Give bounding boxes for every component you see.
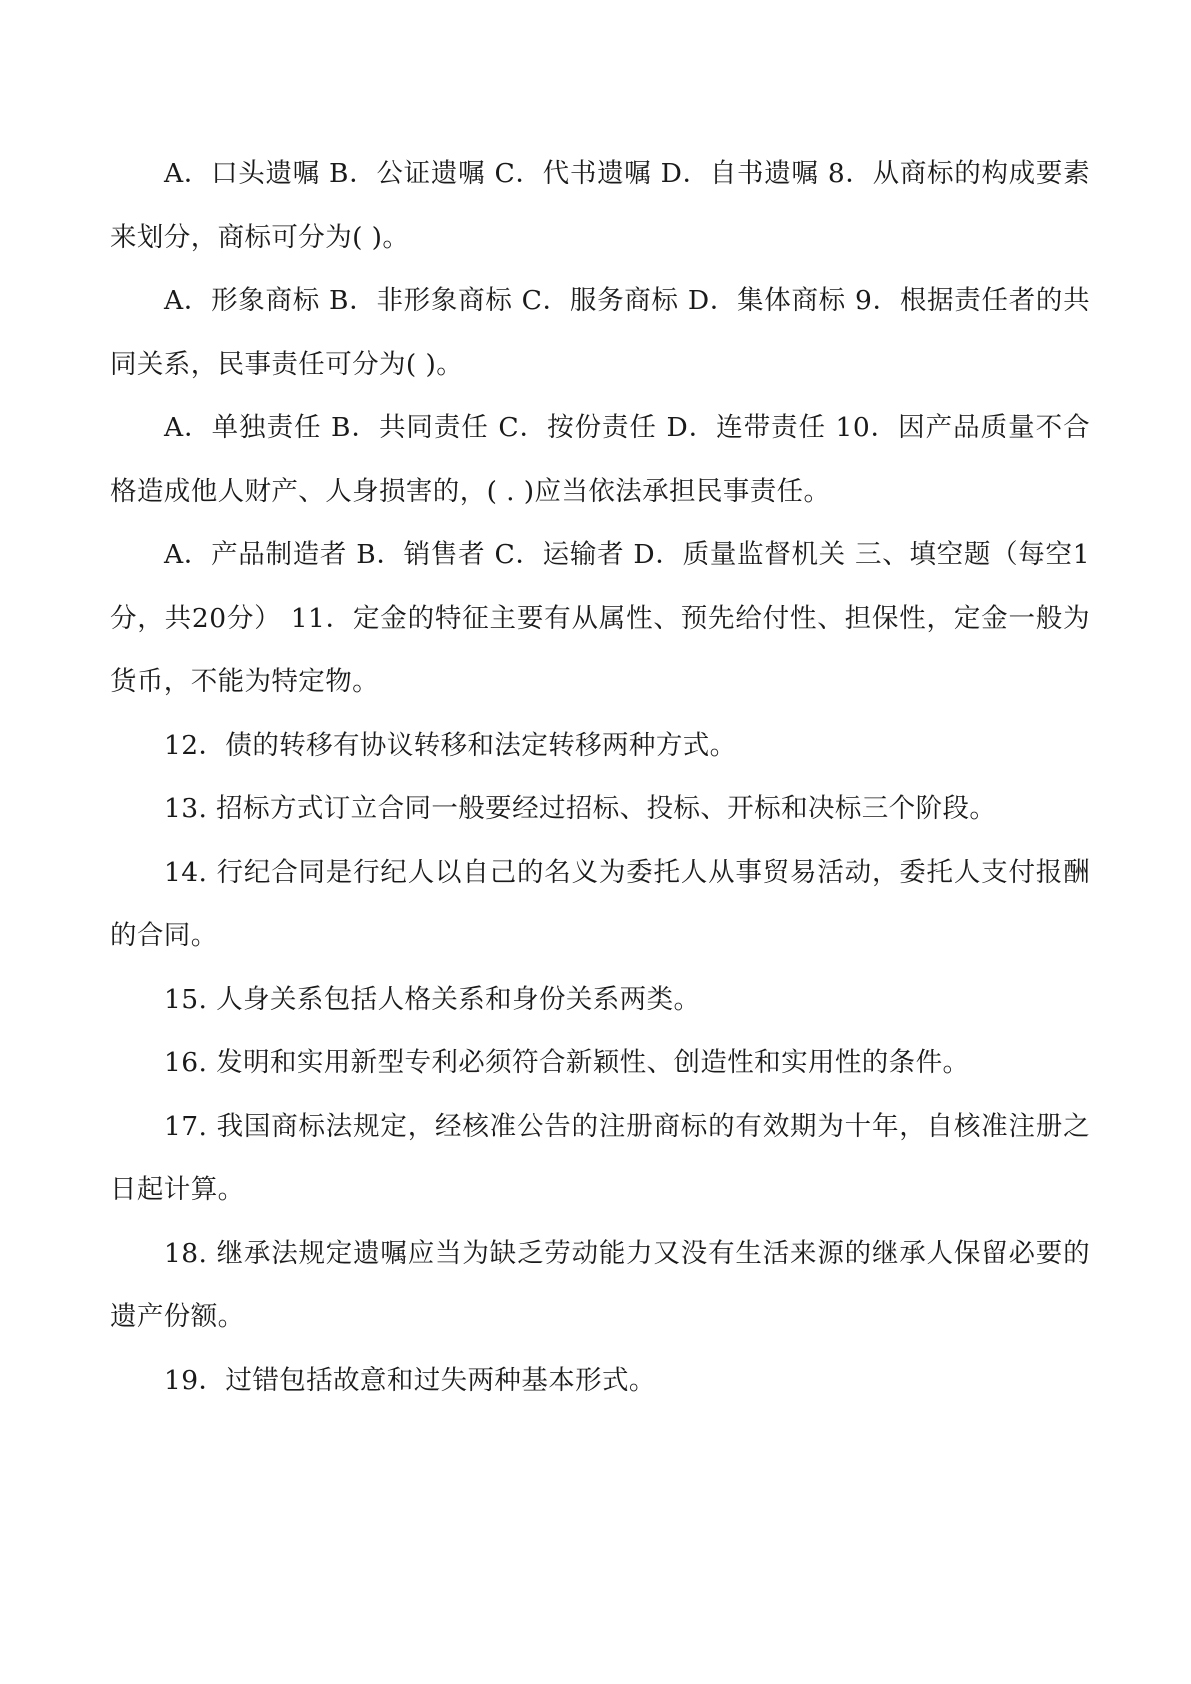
paragraph-item-19: 19．过错包括故意和过失两种基本形式。 bbox=[164, 1364, 656, 1396]
paragraph-question-8-options: A．口头遗嘱 B．公证遗嘱 C．代书遗嘱 D．自书遗嘱 8．从商标的构成要素来划分，商标可分为( )。 bbox=[110, 158, 1090, 253]
paragraph-item-17: 17. 我国商标法规定，经核准公告的注册商标的有效期为十年，自核准注册之日起计算。 bbox=[110, 1110, 1090, 1205]
paragraph-item-16: 16. 发明和实用新型专利必须符合新颖性、创造性和实用性的条件。 bbox=[164, 1047, 970, 1078]
paragraph-fill-in-section-11: A．产品制造者 B．销售者 C．运输者 D．质量监督机关 三、填空题（每空1分，共20分） 11．定金的特征主要有从属性、预先给付性、担保性，定金一般为货币，不能为特定物。 bbox=[110, 539, 1090, 697]
paragraph-question-9-options: A．形象商标 B．非形象商标 C．服务商标 D．集体商标 9．根据责任者的共同关系，民事责任可分为( )。 bbox=[110, 285, 1090, 380]
paragraph-item-13: 13. 招标方式订立合同一般要经过招标、投标、开标和决标三个阶段。 bbox=[164, 793, 997, 824]
paragraph-item-15: 15. 人身关系包括人格关系和身份关系两类。 bbox=[164, 983, 701, 1015]
paragraph-item-12: 12．债的转移有协议转移和法定转移两种方式。 bbox=[164, 729, 737, 761]
paragraph-item-14: 14. 行纪合同是行纪人以自己的名义为委托人从事贸易活动，委托人支付报酬的合同。 bbox=[110, 856, 1090, 951]
paragraph-question-10-options: A．单独责任 B．共同责任 C．按份责任 D．连带责任 10．因产品质量不合格造成他人财产、人身损害的，( . )应当依法承担民事责任。 bbox=[110, 412, 1090, 507]
document-body bbox=[110, 142, 1090, 1412]
paragraph-item-18: 18. 继承法规定遗嘱应当为缺乏劳动能力又没有生活来源的继承人保留必要的遗产份额。 bbox=[110, 1237, 1090, 1332]
